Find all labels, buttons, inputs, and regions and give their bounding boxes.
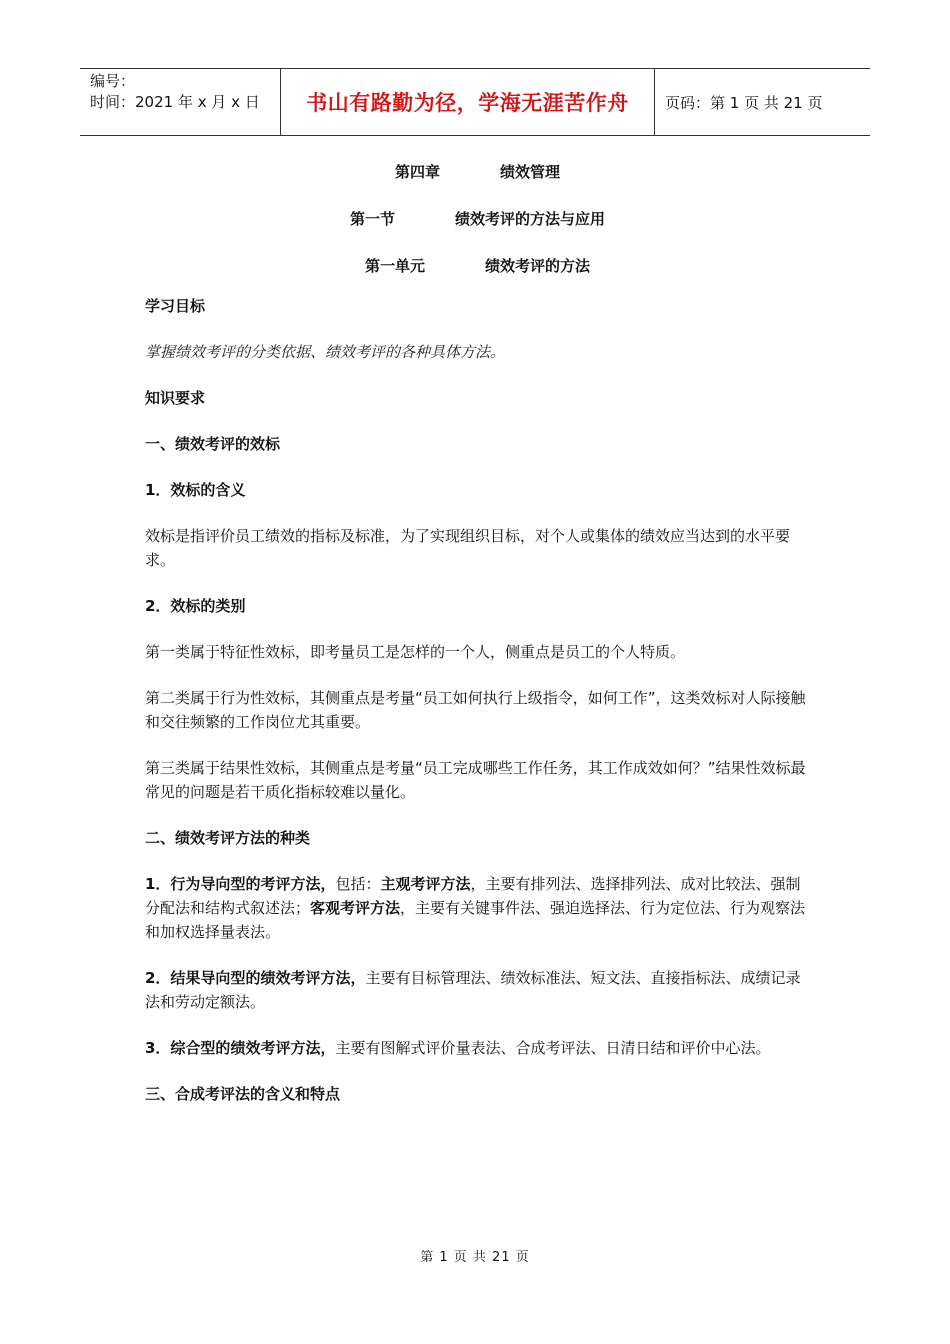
heading-2: 二、绩效考评方法的种类 [145, 829, 311, 847]
time-label: 时间：2021 年 x 月 x 日 [90, 93, 260, 111]
chapter-title: 第四章 绩效管理 [394, 163, 561, 181]
method-2: 2．结果导向型的绩效考评方法，主要有目标管理法、绩效标准法、短文法、直接指标法、成绩记录法和劳动定额法。 [145, 969, 801, 1011]
number-label: 编号： [90, 72, 136, 90]
method-3: 3．综合型的绩效考评方法，主要有图解式评价量表法、合成考评法、日清日结和评价中心法。 [145, 1039, 771, 1057]
page-header [80, 68, 870, 136]
header-page-info: 页码：第 1 页 共 21 页 [665, 93, 823, 112]
document-body [145, 150, 810, 1128]
paragraph-3: 第二类属于行为性效标，其侧重点是考量“员工如何执行上级指令，如何工作”，这类效标对人际接触和交往频繁的工作岗位尤其重要。 [145, 689, 806, 731]
heading-knowledge: 知识要求 [145, 389, 206, 407]
paragraph-4: 第三类属于结果性效标，其侧重点是考量“员工完成哪些工作任务，其工作成效如何？”结果性效标最常见的问题是若干质化指标较难以量化。 [145, 759, 806, 801]
heading-1: 一、绩效考评的效标 [145, 435, 281, 453]
paragraph-2: 第一类属于特征性效标，即考量员工是怎样的一个人，侧重点是员工的个人特质。 [145, 643, 686, 661]
heading-3: 三、合成考评法的含义和特点 [145, 1085, 341, 1103]
heading-goal: 学习目标 [145, 297, 206, 315]
heading-1-2: 2．效标的类别 [145, 597, 246, 615]
header-meta [80, 69, 281, 135]
header-motto: 书山有路勤为径，学海无涯苦作舟 [281, 69, 655, 135]
paragraph-1: 效标是指评价员工绩效的指标及标准，为了实现组织目标，对个人或集体的绩效应当达到的水平要求。 [145, 527, 791, 569]
method-1: 1．行为导向型的考评方法，包括：主观考评方法，主要有排列法、选择排列法、成对比较法、强制分配法和结构式叙述法；客观考评方法，主要有关键事件法、强迫选择法、行为定位法、行为观察法和加权选择量表法。 [145, 875, 806, 941]
heading-1-1: 1．效标的含义 [145, 481, 246, 499]
page-footer: 第 1 页 共 21 页 [420, 1250, 530, 1265]
section-title: 第一节 绩效考评的方法与应用 [349, 210, 606, 228]
unit-title: 第一单元 绩效考评的方法 [364, 257, 591, 275]
goal-text: 掌握绩效考评的分类依据、绩效考评的各种具体方法。 [145, 343, 506, 361]
